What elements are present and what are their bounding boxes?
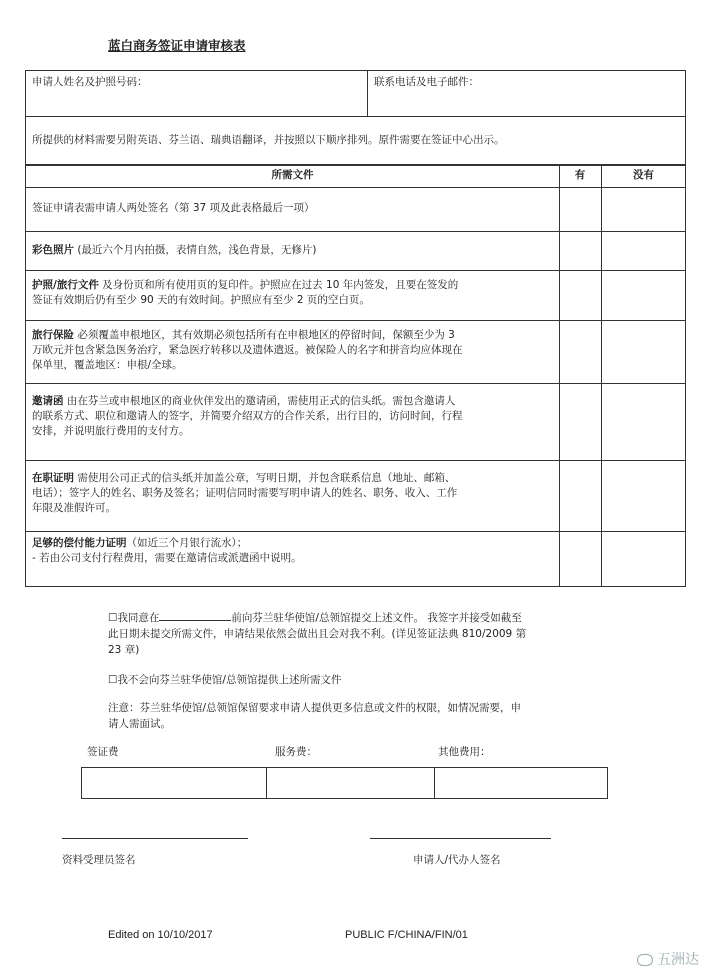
applicant-info-table bbox=[25, 70, 686, 165]
doc-row-insurance bbox=[26, 320, 685, 383]
translation-notice: 所提供的材料需要另附英语、芬兰语、瑞典语翻译，并按照以下顺序排列。原件需要在签证中心出示。 bbox=[32, 134, 505, 146]
service-fee-label: 服务费： bbox=[275, 746, 317, 758]
note: 注意：芬兰驻华使馆/总领馆保留要求申请人提供更多信息或文件的权限，如情况需要，申 请人需面试。 bbox=[108, 702, 522, 730]
service-fee-field[interactable] bbox=[267, 768, 434, 798]
doc-text: 护照/旅行文件 及身份页和所有使用页的复印件。护照应在过去 10 年内签发，且要在签发的 签证有效期后仍有至少 90 天的有效时间。护照应有至少 2 页的空白页。 bbox=[32, 279, 459, 306]
watermark: 五洲达 bbox=[637, 949, 699, 969]
receiver-signature-line[interactable] bbox=[62, 838, 248, 839]
other-fee-label: 其他费用： bbox=[438, 746, 491, 758]
visa-fee-label: 签证费 bbox=[87, 746, 119, 758]
agree-statement[interactable]: ☐我同意在 前向芬兰驻华使馆/总领馆提交上述文件。 我签字并接受如截至 此日期未提交所需文件，申请结果依然会做出且会对我不利。(详见签证法典 810/2009 第 23 章) bbox=[108, 612, 527, 656]
doc-text: 足够的偿付能力证明（如近三个月银行流水）； - 若由公司支付行程费用，需要在邀请信或派遣函中说明。 bbox=[32, 537, 302, 564]
header-docs: 所需文件 bbox=[271, 169, 314, 181]
form-code: PUBLIC F/CHINA/FIN/01 bbox=[345, 929, 468, 941]
chat-bubble-icon bbox=[637, 954, 653, 966]
applicant-signature-label: 申请人/代办人签名 bbox=[413, 854, 501, 866]
applicant-row bbox=[26, 71, 685, 116]
other-fee-field[interactable] bbox=[435, 768, 607, 798]
doc-text: 邀请函 由在芬兰或申根地区的商业伙伴发出的邀请函，需使用正式的信头纸。需包含邀请人 的联系方式、职位和邀请人的签字，并简要介绍双方的合作关系，出行目的，访问时间，行程 安排，并说明旅行费用的支付方。 bbox=[32, 395, 463, 437]
disagree-statement[interactable]: ☐我不会向芬兰驻华使馆/总领馆提供上述所需文件 bbox=[108, 674, 342, 686]
doc-text: 签证申请表需申请人两处签名（第 37 项及此表格最后一项） bbox=[32, 202, 315, 214]
contact-label: 联系电话及电子邮件： bbox=[374, 76, 479, 88]
header-no: 没有 bbox=[633, 169, 654, 181]
doc-text: 在职证明 需使用公司正式的信头纸并加盖公章，写明日期，并包含联系信息（地址、邮箱、 电话）；签字人的姓名、职务及签名；证明信同时需要写明申请人的姓名、职务、收入、工作 年限及准假许可。 bbox=[32, 472, 458, 514]
doc-row-employment bbox=[26, 460, 685, 531]
required-documents-table bbox=[25, 165, 686, 587]
applicant-name-label: 申请人姓名及护照号码： bbox=[32, 76, 148, 88]
table-header-row bbox=[26, 165, 685, 187]
doc-row-invitation bbox=[26, 383, 685, 460]
doc-text: 彩色照片 (最近六个月内拍摄，表情自然，浅色背景，无修片) bbox=[32, 244, 317, 256]
fee-boxes bbox=[81, 767, 608, 799]
notice-row bbox=[26, 116, 685, 165]
visa-fee-field[interactable] bbox=[82, 768, 266, 798]
header-yes: 有 bbox=[574, 169, 586, 181]
doc-row-application-form bbox=[26, 187, 685, 231]
form-title: 蓝白商务签证申请审核表 bbox=[108, 38, 246, 53]
doc-text: 旅行保险 必须覆盖申根地区，其有效期必须包括所有在申根地区的停留时间，保额至少为 3 万欧元并包含紧急医务治疗，紧急医疗转移以及遗体遣返。被保险人的名字和拼音均应体现在 保单里，覆盖地区：申根/全球。 bbox=[32, 329, 463, 371]
receiver-signature-label: 资料受理员签名 bbox=[62, 854, 136, 866]
applicant-signature-line[interactable] bbox=[370, 838, 551, 839]
doc-row-passport bbox=[26, 270, 685, 320]
agree-checkbox-label: ☐我同意在 bbox=[108, 612, 160, 624]
edited-date: Edited on 10/10/2017 bbox=[108, 929, 213, 941]
date-blank[interactable] bbox=[159, 610, 231, 621]
doc-row-funds bbox=[26, 531, 685, 586]
doc-row-photo bbox=[26, 231, 685, 270]
